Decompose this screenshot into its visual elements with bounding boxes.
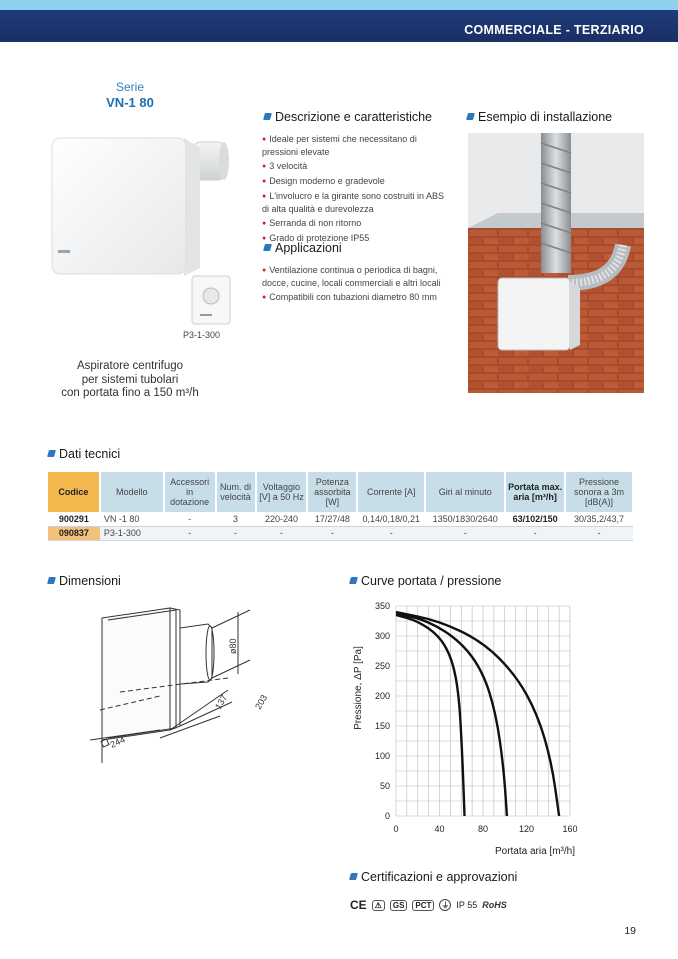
section-marker-icon — [263, 244, 272, 251]
y-tick-label: 350 — [374, 601, 390, 611]
x-tick-label: 120 — [518, 824, 535, 834]
dimensions-drawing — [60, 598, 330, 778]
x-tick-label: 80 — [477, 824, 489, 834]
applications-title: Applicazioni — [264, 241, 342, 255]
table-cell: - — [565, 526, 633, 540]
warning-mark-icon: ⚠ — [372, 900, 385, 911]
table-cell: 3 — [216, 512, 256, 526]
table-cell: 17/27/48 — [307, 512, 357, 526]
col-header: Corrente [A] — [357, 472, 425, 512]
table-cell: - — [256, 526, 308, 540]
section-marker-icon — [466, 113, 475, 120]
y-tick-label: 200 — [374, 691, 390, 701]
pct-mark-icon: PCT — [412, 900, 434, 911]
table-cell: 63/102/150 — [505, 512, 565, 526]
x-tick-label: 160 — [562, 824, 578, 834]
installation-example-image — [468, 133, 644, 393]
y-tick-label: 50 — [379, 781, 390, 791]
series-line-3 — [396, 612, 559, 816]
header-title: COMMERCIALE - TERZIARIO — [464, 23, 644, 37]
table-cell: - — [164, 512, 216, 526]
x-tick-label: 40 — [434, 824, 445, 834]
dim-137-label: 137 — [213, 692, 230, 711]
series-line-2 — [396, 613, 507, 816]
earth-symbol-icon: ⏚ — [441, 901, 450, 910]
caption-line: con portata fino a 150 m³/h — [61, 387, 199, 399]
table-row — [48, 526, 633, 540]
col-header: Voltaggio [V] a 50 Hz — [256, 472, 308, 512]
table-cell: P3-1-300 — [100, 526, 164, 540]
list-item: ● 3 velocità — [262, 160, 450, 173]
section-marker-icon — [47, 577, 56, 584]
y-tick-label: 300 — [374, 631, 390, 641]
controller-image — [190, 274, 232, 326]
tech-table — [48, 472, 634, 541]
list-item: ● Grado di protezione IP55 — [262, 232, 450, 245]
table-cell: 30/35,2/43,7 — [565, 512, 633, 526]
table-cell: - — [307, 526, 357, 540]
description-title: Descrizione e caratteristiche — [264, 110, 432, 124]
y-tick-label: 0 — [384, 811, 390, 821]
certification-marks — [350, 896, 507, 914]
table-cell: - — [357, 526, 425, 540]
col-header: Giri al minuto — [425, 472, 505, 512]
col-header: Portata max. aria [m³/h] — [505, 472, 565, 512]
chart-ylabel: Pressione, ΔP [Pa] — [353, 646, 364, 730]
dimensions-title: Dimensioni — [48, 574, 121, 588]
table-cell: 220-240 — [256, 512, 308, 526]
flow-pressure-chart — [348, 596, 598, 861]
table-cell: - — [505, 526, 565, 540]
col-header: Potenza assorbita [W] — [307, 472, 357, 512]
applications-list — [262, 264, 444, 306]
col-header: Num. di velocità — [216, 472, 256, 512]
x-tick-label: 0 — [393, 824, 399, 834]
caption-line: Aspiratore centrifugo — [76, 360, 184, 372]
dim-d80-label: ø80 — [228, 638, 238, 654]
controller-label: P3-1-300 — [183, 330, 221, 340]
table-cell: 1350/1830/2640 — [425, 512, 505, 526]
y-tick-label: 150 — [374, 721, 390, 731]
list-item: ● L'involucro e la girante sono costruiti in ABS di alta qualità e durevolezza — [262, 190, 450, 215]
col-header: Accessori in dotazione — [164, 472, 216, 512]
col-header: Codice — [48, 472, 100, 512]
y-tick-label: 100 — [374, 751, 390, 761]
tech-title: Dati tecnici — [48, 447, 120, 461]
certifications-title: Certificazioni e approvazioni — [350, 870, 517, 884]
table-cell: 0,14/0,18/0,21 — [357, 512, 425, 526]
serie-label: Serie — [115, 80, 144, 94]
product-fan-image — [44, 128, 264, 278]
col-header: Pressione sonora a 3m [dB(A)] — [565, 472, 633, 512]
table-cell: 900291 — [48, 512, 100, 526]
chart-xlabel: Portata aria [m³/h] — [494, 846, 575, 857]
ce-mark-icon: CE — [350, 898, 367, 912]
curves-title: Curve portata / pressione — [350, 574, 501, 588]
table-row — [48, 512, 633, 526]
ip55-mark: IP 55 — [456, 900, 478, 910]
caption-line: per sistemi tubolari — [81, 373, 179, 386]
col-header: Modello — [100, 472, 164, 512]
table-cell: - — [216, 526, 256, 540]
product-caption — [40, 360, 220, 401]
page-number: 19 — [624, 925, 636, 937]
dim-244-label: 244 — [108, 734, 127, 750]
list-item: ● Design moderno e gradevole — [262, 175, 450, 188]
rohs-mark-icon: RoHS — [482, 900, 507, 910]
list-item: ● Ideale per sistemi che necessitano di pressioni elevate — [262, 133, 450, 158]
installation-title: Esempio di installazione — [467, 110, 612, 124]
gs-mark-icon: GS — [390, 900, 408, 911]
product-name: VN-1 80 — [106, 95, 154, 110]
table-cell: 090837 — [48, 526, 100, 540]
y-tick-label: 250 — [374, 661, 390, 671]
section-marker-icon — [349, 577, 358, 584]
table-cell: - — [425, 526, 505, 540]
list-item: ● Compatibili con tubazioni diametro 80 mm — [262, 291, 444, 304]
list-item: ● Serranda di non ritorno — [262, 217, 450, 230]
section-marker-icon — [349, 873, 358, 880]
header-bar — [0, 0, 678, 42]
list-item: ● Ventilazione continua o periodica di bagni, docce, cucine, locali commerciali e altri locali — [262, 264, 444, 289]
section-marker-icon — [47, 450, 56, 457]
dim-203-label: 203 — [253, 692, 270, 711]
table-cell: VN -1 80 — [100, 512, 164, 526]
table-header-row — [48, 472, 633, 512]
description-list — [262, 133, 450, 247]
table-cell: - — [164, 526, 216, 540]
section-marker-icon — [263, 113, 272, 120]
